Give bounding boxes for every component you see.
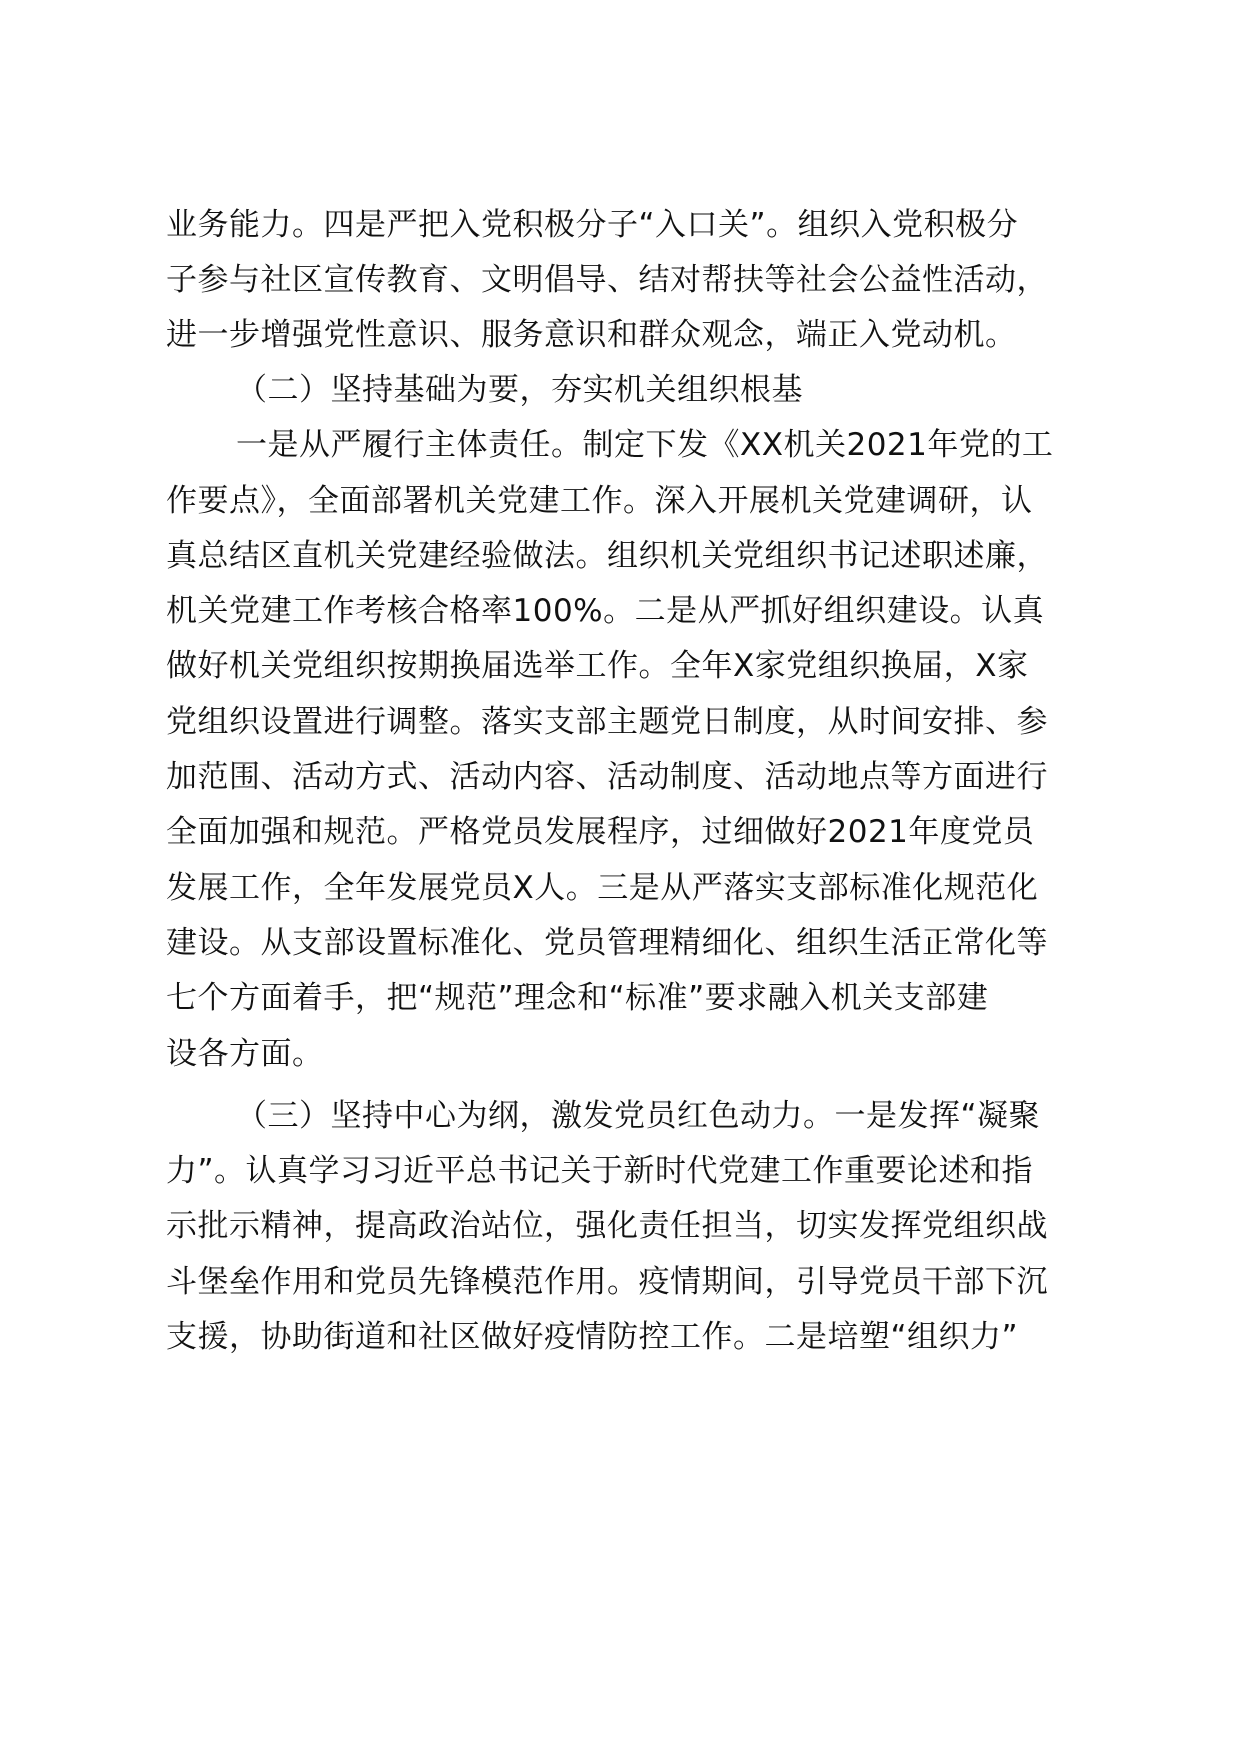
paragraph-line: 进一步增强党性意识、服务意识和群众观念，端正入党动机。 — [166, 317, 1017, 353]
paragraph-line: 支援，协助街道和社区做好疫情防控工作。二是培塑“组织力” — [166, 1319, 1019, 1355]
paragraph-line: 业务能力。四是严把入党积极分子“入口关”。组织入党积极分 — [166, 207, 1019, 243]
paragraph-line: 斗堡垒作用和党员先锋模范作用。疫情期间，引导党员干部下沉 — [166, 1264, 1048, 1300]
paragraph-line: 力”。认真学习习近平总书记关于新时代党建工作重要论述和指 — [166, 1153, 1034, 1189]
paragraph-line: 建设。从支部设置标准化、党员管理精细化、组织生活正常化等 — [166, 925, 1048, 961]
paragraph-line: 一是从严履行主体责任。制定下发《XX机关2021年党的工 — [236, 427, 1054, 463]
paragraph-line: 真总结区直机关党建经验做法。组织机关党组织书记述职述廉， — [166, 538, 1048, 574]
section-heading: （三）坚持中心为纲，激发党员红色动力。一是发挥“凝聚 — [236, 1098, 1041, 1134]
paragraph-line: 做好机关党组织按期换届选举工作。全年X家党组织换届，X家 — [166, 648, 1029, 684]
section-heading: （二）坚持基础为要，夯实机关组织根基 — [236, 372, 803, 408]
paragraph-line: 作要点》，全面部署机关党建工作。深入开展机关党建调研，认 — [166, 483, 1033, 519]
paragraph-line: 七个方面着手，把“规范”理念和“标准”要求融入机关支部建 — [166, 980, 989, 1016]
paragraph-line: 加范围、活动方式、活动内容、活动制度、活动地点等方面进行 — [166, 759, 1048, 795]
paragraph-line: 全面加强和规范。严格党员发展程序，过细做好2021年度党员 — [166, 814, 1035, 850]
paragraph-line: 子参与社区宣传教育、文明倡导、结对帮扶等社会公益性活动， — [166, 262, 1048, 298]
paragraph-line: 发展工作，全年发展党员X人。三是从严落实支部标准化规范化 — [166, 870, 1039, 906]
paragraph-line: 党组织设置进行调整。落实支部主题党日制度，从时间安排、参 — [166, 704, 1048, 740]
paragraph-line: 示批示精神，提高政治站位，强化责任担当，切实发挥党组织战 — [166, 1208, 1048, 1244]
paragraph-line: 设各方面。 — [166, 1036, 324, 1072]
paragraph-line: 机关党建工作考核合格率100%。二是从严抓好组织建设。认真 — [166, 593, 1045, 629]
